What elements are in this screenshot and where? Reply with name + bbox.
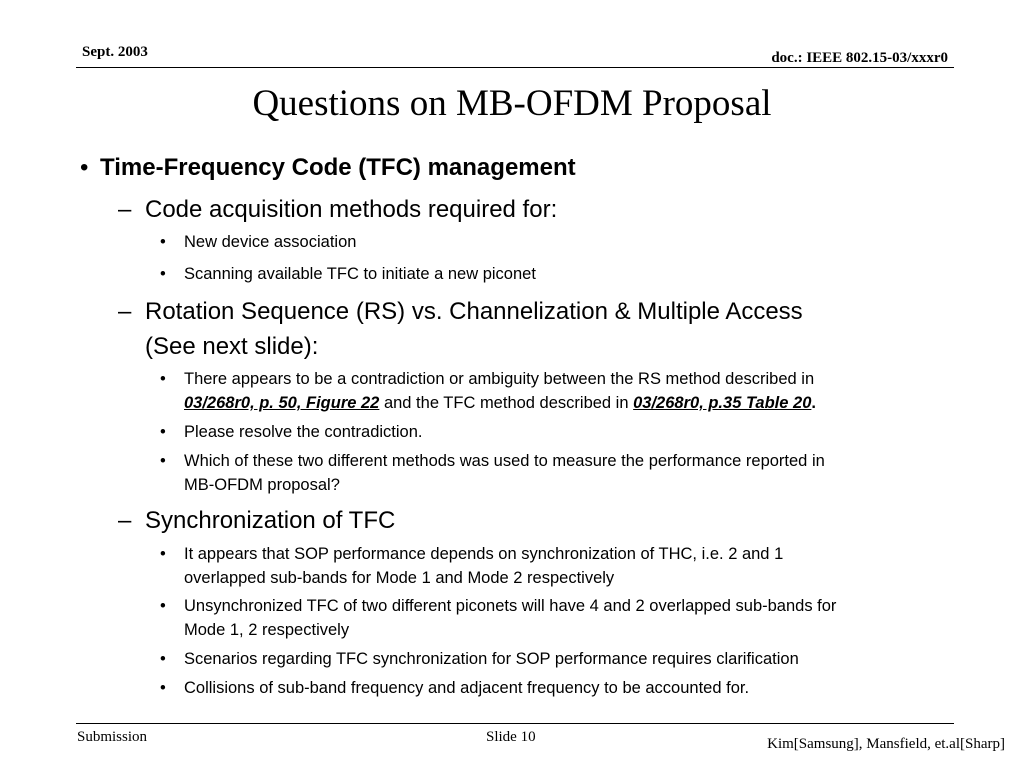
list-item-cont: Mode 1, 2 respectively <box>184 621 350 639</box>
footer-slide-number: Slide 10 <box>486 729 536 745</box>
bullet-dot: • <box>160 679 166 697</box>
footer-authors: Kim[Samsung], Mansfield, et.al[Sharp] <box>767 736 1005 752</box>
reference-link[interactable]: 03/268r0, p.35 Table 20 <box>633 394 812 412</box>
bullet-dot: • <box>160 452 166 470</box>
list-item: Unsynchronized TFC of two different piconets will have 4 and 2 overlapped sub-bands for <box>184 597 837 615</box>
list-item-cont: overlapped sub-bands for Mode 1 and Mode 2 respectively <box>184 569 615 587</box>
list-item-cont <box>184 394 816 413</box>
bullet-dash: – <box>118 196 132 223</box>
bullet-dot: • <box>160 233 166 251</box>
bullet-dot: • <box>160 423 166 441</box>
header-date: Sept. 2003 <box>82 44 148 60</box>
bullet-dash: – <box>118 298 132 325</box>
bullet-dash: – <box>118 507 132 534</box>
header-divider <box>76 67 954 68</box>
bullet-dot: • <box>80 154 89 181</box>
list-item: Please resolve the contradiction. <box>184 423 423 441</box>
bullet-dot: • <box>160 650 166 668</box>
bullet-dot: • <box>160 265 166 283</box>
bullet-dot: • <box>160 545 166 563</box>
reference-link[interactable]: 03/268r0, p. 50, Figure 22 <box>184 394 380 412</box>
text-fragment: and the TFC method described in <box>379 394 634 412</box>
section-heading-rotation-sequence: Rotation Sequence (RS) vs. Channelization & Multiple Access <box>145 298 803 325</box>
bullet-dot: • <box>160 597 166 615</box>
list-item: Which of these two different methods was used to measure the performance reported in <box>184 452 825 470</box>
list-item: Scanning available TFC to initiate a new piconet <box>184 265 536 283</box>
list-item: Collisions of sub-band frequency and adjacent frequency to be accounted for. <box>184 679 750 697</box>
header-doc-id: doc.: IEEE 802.15-03/xxxr0 <box>771 50 948 66</box>
section-heading-code-acquisition: Code acquisition methods required for: <box>145 196 558 223</box>
section-heading-rotation-sequence-cont: (See next slide): <box>145 333 319 360</box>
list-item: There appears to be a contradiction or ambiguity between the RS method described in <box>184 370 815 388</box>
list-item: It appears that SOP performance depends on synchronization of THC, i.e. 2 and 1 <box>184 545 784 563</box>
footer-divider <box>76 723 954 724</box>
bullet-dot: • <box>160 370 166 388</box>
list-item: Scenarios regarding TFC synchronization for SOP performance requires clarification <box>184 650 799 668</box>
slide-title: Questions on MB-OFDM Proposal <box>252 83 772 124</box>
list-item: New device association <box>184 233 357 251</box>
level1-heading: Time-Frequency Code (TFC) management <box>100 154 576 181</box>
list-item-cont: MB-OFDM proposal? <box>184 476 340 494</box>
text-fragment: . <box>811 394 816 412</box>
footer-submission: Submission <box>77 729 148 745</box>
section-heading-synchronization: Synchronization of TFC <box>145 507 396 534</box>
